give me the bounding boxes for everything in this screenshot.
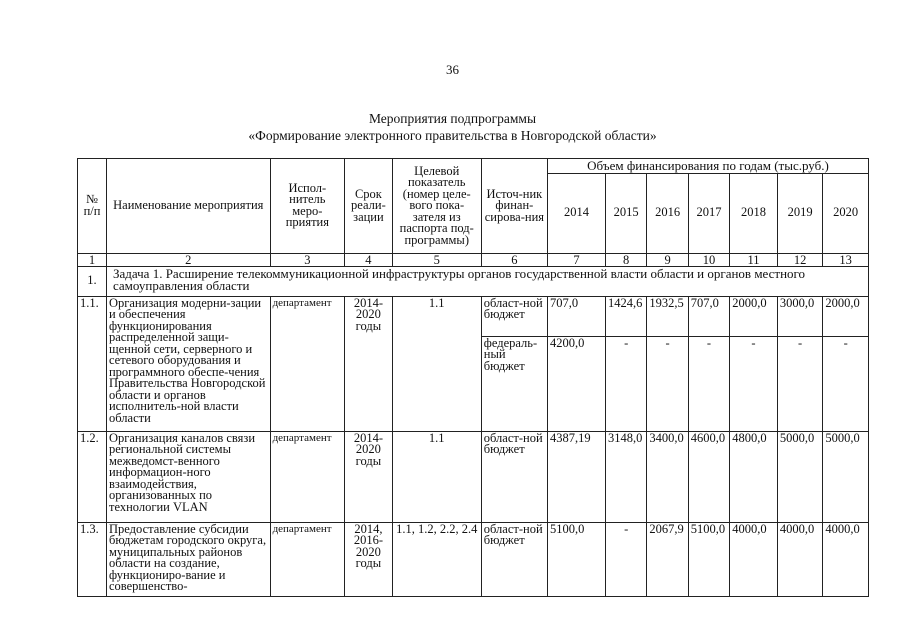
column-number: 4 xyxy=(345,253,393,266)
table-row xyxy=(78,522,869,596)
value-cell: - xyxy=(777,336,823,431)
value-cell: 1424,6 xyxy=(605,296,646,336)
value-cell: 3400,0 xyxy=(647,431,688,522)
value-cell: - xyxy=(605,336,646,431)
row-executor: департамент xyxy=(270,296,345,431)
row-name: Организация модерни-зации и обеспечения функционирования распределенной защи-щенной сети, серверного и сетевого оборудования и программного обеспе-чения Правительства Новгородской области и органов исполнитель-ной власти области xyxy=(106,296,270,431)
task-text: Задача 1. Расширение телекоммуникационной инфраструктуры органов государственной власти области и органов местного самоуправления области xyxy=(106,266,868,296)
value-cell: - xyxy=(823,336,869,431)
row-num: 1.3. xyxy=(78,522,107,596)
header-year: 2015 xyxy=(605,173,646,253)
table-row xyxy=(78,296,869,336)
row-num: 1.2. xyxy=(78,431,107,522)
header-executor: Испол-нитель меро-приятия xyxy=(270,159,345,254)
row-name: Предоставление субсидии бюджетам городского округа, муниципальных районов области на создание, функциониро-вание и совершенство- xyxy=(106,522,270,596)
header-year: 2019 xyxy=(777,173,823,253)
header-year: 2020 xyxy=(823,173,869,253)
title-line-1: Мероприятия подпрограммы xyxy=(368,111,537,126)
row-term: 2014-2020 годы xyxy=(345,296,393,431)
header-funding-group: Объем финансирования по годам (тыс.руб.) xyxy=(548,159,869,174)
value-cell: 2067,9 xyxy=(647,522,688,596)
task-row xyxy=(78,266,869,296)
measures-table-wrapper xyxy=(77,158,869,597)
column-number: 9 xyxy=(647,253,688,266)
header-name: Наименование мероприятия xyxy=(106,159,270,254)
value-cell: 4200,0 xyxy=(548,336,606,431)
value-cell: 2000,0 xyxy=(730,296,778,336)
row-source: федераль-ный бюджет xyxy=(481,336,547,431)
column-number: 1 xyxy=(78,253,107,266)
value-cell: 707,0 xyxy=(548,296,606,336)
column-number: 7 xyxy=(548,253,606,266)
task-num: 1. xyxy=(78,266,107,296)
column-number: 11 xyxy=(730,253,778,266)
value-cell: 5100,0 xyxy=(688,522,729,596)
row-executor: департамент xyxy=(270,522,345,596)
row-indicator: 1.1 xyxy=(392,431,481,522)
value-cell: 707,0 xyxy=(688,296,729,336)
title-line-2: «Формирование электронного правительства в Новгородской области» xyxy=(248,128,657,143)
row-source: област-ной бюджет xyxy=(481,522,547,596)
value-cell: 4000,0 xyxy=(730,522,778,596)
row-name: Организация каналов связи региональной системы межведомст-венного информацион-ного взаимодействия, организованных по технологии VLAN xyxy=(106,431,270,522)
value-cell: 3000,0 xyxy=(777,296,823,336)
column-number: 3 xyxy=(270,253,345,266)
row-indicator: 1.1 xyxy=(392,296,481,431)
value-cell: 3148,0 xyxy=(605,431,646,522)
row-source: област-ной бюджет xyxy=(481,296,547,336)
value-cell: 1932,5 xyxy=(647,296,688,336)
header-term: Срок реали-зации xyxy=(345,159,393,254)
value-cell: 4387,19 xyxy=(548,431,606,522)
row-executor: департамент xyxy=(270,431,345,522)
header-indicator: Целевой показатель (номер целе-вого пока-зателя из паспорта под-программы) xyxy=(392,159,481,254)
header-source: Источ-ник финан-сирова-ния xyxy=(481,159,547,254)
table-row xyxy=(78,431,869,522)
value-cell: 5100,0 xyxy=(548,522,606,596)
column-number: 13 xyxy=(823,253,869,266)
header-row-1 xyxy=(78,159,869,174)
measures-table xyxy=(77,158,869,597)
value-cell: 5000,0 xyxy=(823,431,869,522)
value-cell: 4000,0 xyxy=(777,522,823,596)
column-number: 5 xyxy=(392,253,481,266)
value-cell: 2000,0 xyxy=(823,296,869,336)
column-number: 2 xyxy=(106,253,270,266)
value-cell: 4000,0 xyxy=(823,522,869,596)
header-num: № п/п xyxy=(78,159,107,254)
value-cell: - xyxy=(730,336,778,431)
value-cell: 4600,0 xyxy=(688,431,729,522)
header-year: 2014 xyxy=(548,173,606,253)
header-year: 2017 xyxy=(688,173,729,253)
value-cell: - xyxy=(605,522,646,596)
row-term: 2014-2020 годы xyxy=(345,431,393,522)
row-source: област-ной бюджет xyxy=(481,431,547,522)
column-number: 10 xyxy=(688,253,729,266)
row-term: 2014, 2016-2020 годы xyxy=(345,522,393,596)
document-title xyxy=(0,110,905,144)
value-cell: 4800,0 xyxy=(730,431,778,522)
column-number: 8 xyxy=(605,253,646,266)
header-year: 2018 xyxy=(730,173,778,253)
value-cell: - xyxy=(688,336,729,431)
column-number-row xyxy=(78,253,869,266)
value-cell: - xyxy=(647,336,688,431)
header-year: 2016 xyxy=(647,173,688,253)
column-number: 6 xyxy=(481,253,547,266)
row-indicator: 1.1, 1.2, 2.2, 2.4 xyxy=(392,522,481,596)
row-num: 1.1. xyxy=(78,296,107,431)
value-cell: 5000,0 xyxy=(777,431,823,522)
column-number: 12 xyxy=(777,253,823,266)
page-number: 36 xyxy=(446,62,459,77)
